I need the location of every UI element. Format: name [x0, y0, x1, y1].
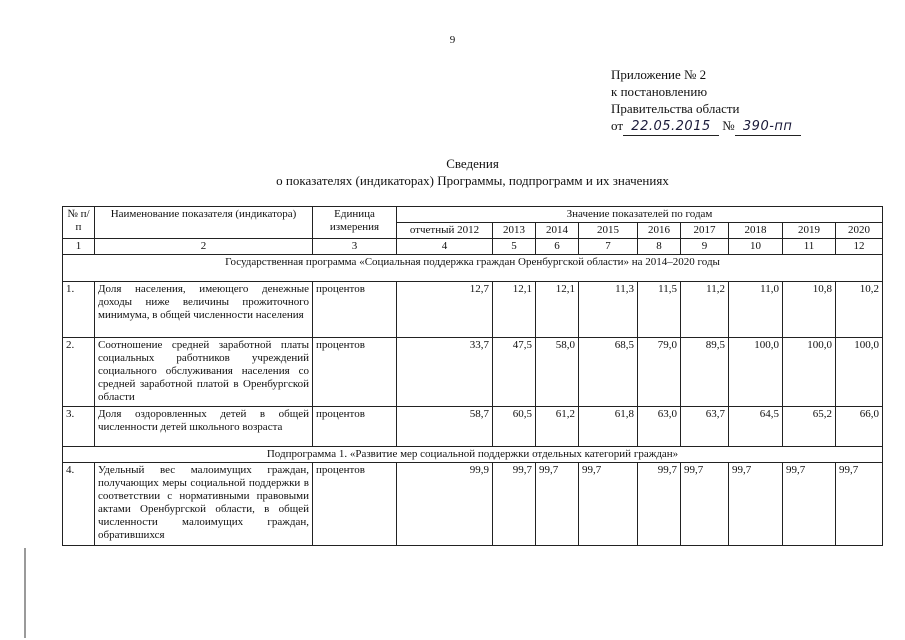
header-year: 2014: [536, 223, 579, 239]
table-row: [63, 282, 883, 338]
appendix-block: [611, 66, 801, 136]
appendix-date-line: [611, 117, 801, 136]
header-year: 2017: [681, 223, 729, 239]
column-number: 6: [536, 239, 579, 255]
header-year: 2013: [493, 223, 536, 239]
page-number: 9: [449, 34, 456, 46]
table-row: [63, 463, 883, 546]
row-value: 79,0: [638, 338, 681, 407]
row-value: 60,5: [493, 407, 536, 447]
header-year: 2016: [638, 223, 681, 239]
header-values-group: Значение показателей по годам: [397, 207, 883, 223]
row-value: 33,7: [397, 338, 493, 407]
row-unit: процентов: [313, 282, 397, 338]
row-value: 63,0: [638, 407, 681, 447]
row-value: 99,7: [836, 463, 883, 546]
row-num: 4.: [63, 463, 95, 546]
appendix-line-government: Правительства области: [611, 101, 740, 116]
row-value: 58,0: [536, 338, 579, 407]
row-value: 65,2: [783, 407, 836, 447]
column-number: 11: [783, 239, 836, 255]
row-value: 66,0: [836, 407, 883, 447]
row-value: 47,5: [493, 338, 536, 407]
row-num: 1.: [63, 282, 95, 338]
row-value: 99,7: [729, 463, 783, 546]
column-number: 5: [493, 239, 536, 255]
row-indicator-name: Удельный вес малоимущих граждан, получающих меры социальной поддержки в соответствии с нормативными правовыми актами Оренбургской области, в общей численности малоимущих граждан, обратившихся: [95, 463, 313, 546]
header-row-1: [63, 207, 883, 223]
row-value: 100,0: [836, 338, 883, 407]
section-row: [63, 447, 883, 463]
row-value: 68,5: [579, 338, 638, 407]
row-value: 10,8: [783, 282, 836, 338]
header-year: 2018: [729, 223, 783, 239]
number-prefix: №: [722, 118, 735, 133]
date-prefix: от: [611, 118, 624, 133]
header-name: Наименование показателя (индикатора): [95, 207, 313, 239]
row-value: 12,1: [493, 282, 536, 338]
row-value: 100,0: [729, 338, 783, 407]
column-number-row: [63, 239, 883, 255]
header-year: 2019: [783, 223, 836, 239]
row-indicator-name: Соотношение средней заработной платы социальных работников учреждений социального обслуживания населения со средней заработной платой в Оренбургской области: [95, 338, 313, 407]
handwritten-number: 390-пп: [735, 118, 801, 136]
column-number: 12: [836, 239, 883, 255]
row-value: 10,2: [836, 282, 883, 338]
row-value: 58,7: [397, 407, 493, 447]
column-number: 8: [638, 239, 681, 255]
header-year: 2020: [836, 223, 883, 239]
header-year: отчетный 2012: [397, 223, 493, 239]
column-number: 4: [397, 239, 493, 255]
row-num: 3.: [63, 407, 95, 447]
header-year: 2015: [579, 223, 638, 239]
indicators-table: [62, 206, 883, 546]
table-row: [63, 338, 883, 407]
header-num: № п/п: [63, 207, 95, 239]
row-value: 11,0: [729, 282, 783, 338]
section-title-subprogram-1: Подпрограмма 1. «Развитие мер социальной поддержки отдельных категорий граждан»: [63, 447, 883, 463]
row-value: 99,7: [493, 463, 536, 546]
row-value: 89,5: [681, 338, 729, 407]
row-value: 99,7: [783, 463, 836, 546]
row-value: 64,5: [729, 407, 783, 447]
row-value: 99,7: [638, 463, 681, 546]
row-value: 99,7: [681, 463, 729, 546]
handwritten-date: 22.05.2015: [623, 118, 719, 136]
row-value: 11,5: [638, 282, 681, 338]
row-value: 63,7: [681, 407, 729, 447]
row-unit: процентов: [313, 463, 397, 546]
scan-edge-mark: [24, 548, 26, 638]
appendix-title: Приложение № 2: [611, 67, 707, 82]
row-unit: процентов: [313, 338, 397, 407]
column-number: 9: [681, 239, 729, 255]
row-value: 11,3: [579, 282, 638, 338]
header-unit: Единица измерения: [313, 207, 397, 239]
column-number: 1: [63, 239, 95, 255]
table-row: [63, 407, 883, 447]
row-unit: процентов: [313, 407, 397, 447]
title-line-1: Сведения: [446, 156, 499, 171]
section-row: [63, 255, 883, 282]
row-value: 100,0: [783, 338, 836, 407]
column-number: 10: [729, 239, 783, 255]
section-title-state-program: Государственная программа «Социальная поддержка граждан Оренбургской области» на 2014–2020 годы: [63, 255, 883, 282]
row-value: 99,7: [536, 463, 579, 546]
row-value: 99,9: [397, 463, 493, 546]
appendix-line-resolution: к постановлению: [611, 84, 708, 99]
row-indicator-name: Доля оздоровленных детей в общей численности детей школьного возраста: [95, 407, 313, 447]
column-number: 2: [95, 239, 313, 255]
row-indicator-name: Доля населения, имеющего денежные доходы ниже величины прожиточного минимума, в общей численности населения: [95, 282, 313, 338]
row-value: 11,2: [681, 282, 729, 338]
row-value: 61,8: [579, 407, 638, 447]
row-value: 99,7: [579, 463, 638, 546]
row-num: 2.: [63, 338, 95, 407]
row-value: 12,1: [536, 282, 579, 338]
document-title: [0, 155, 905, 189]
column-number: 7: [579, 239, 638, 255]
row-value: 12,7: [397, 282, 493, 338]
title-line-2: о показателях (индикаторах) Программы, подпрограмм и их значениях: [276, 173, 669, 188]
column-number: 3: [313, 239, 397, 255]
row-value: 61,2: [536, 407, 579, 447]
